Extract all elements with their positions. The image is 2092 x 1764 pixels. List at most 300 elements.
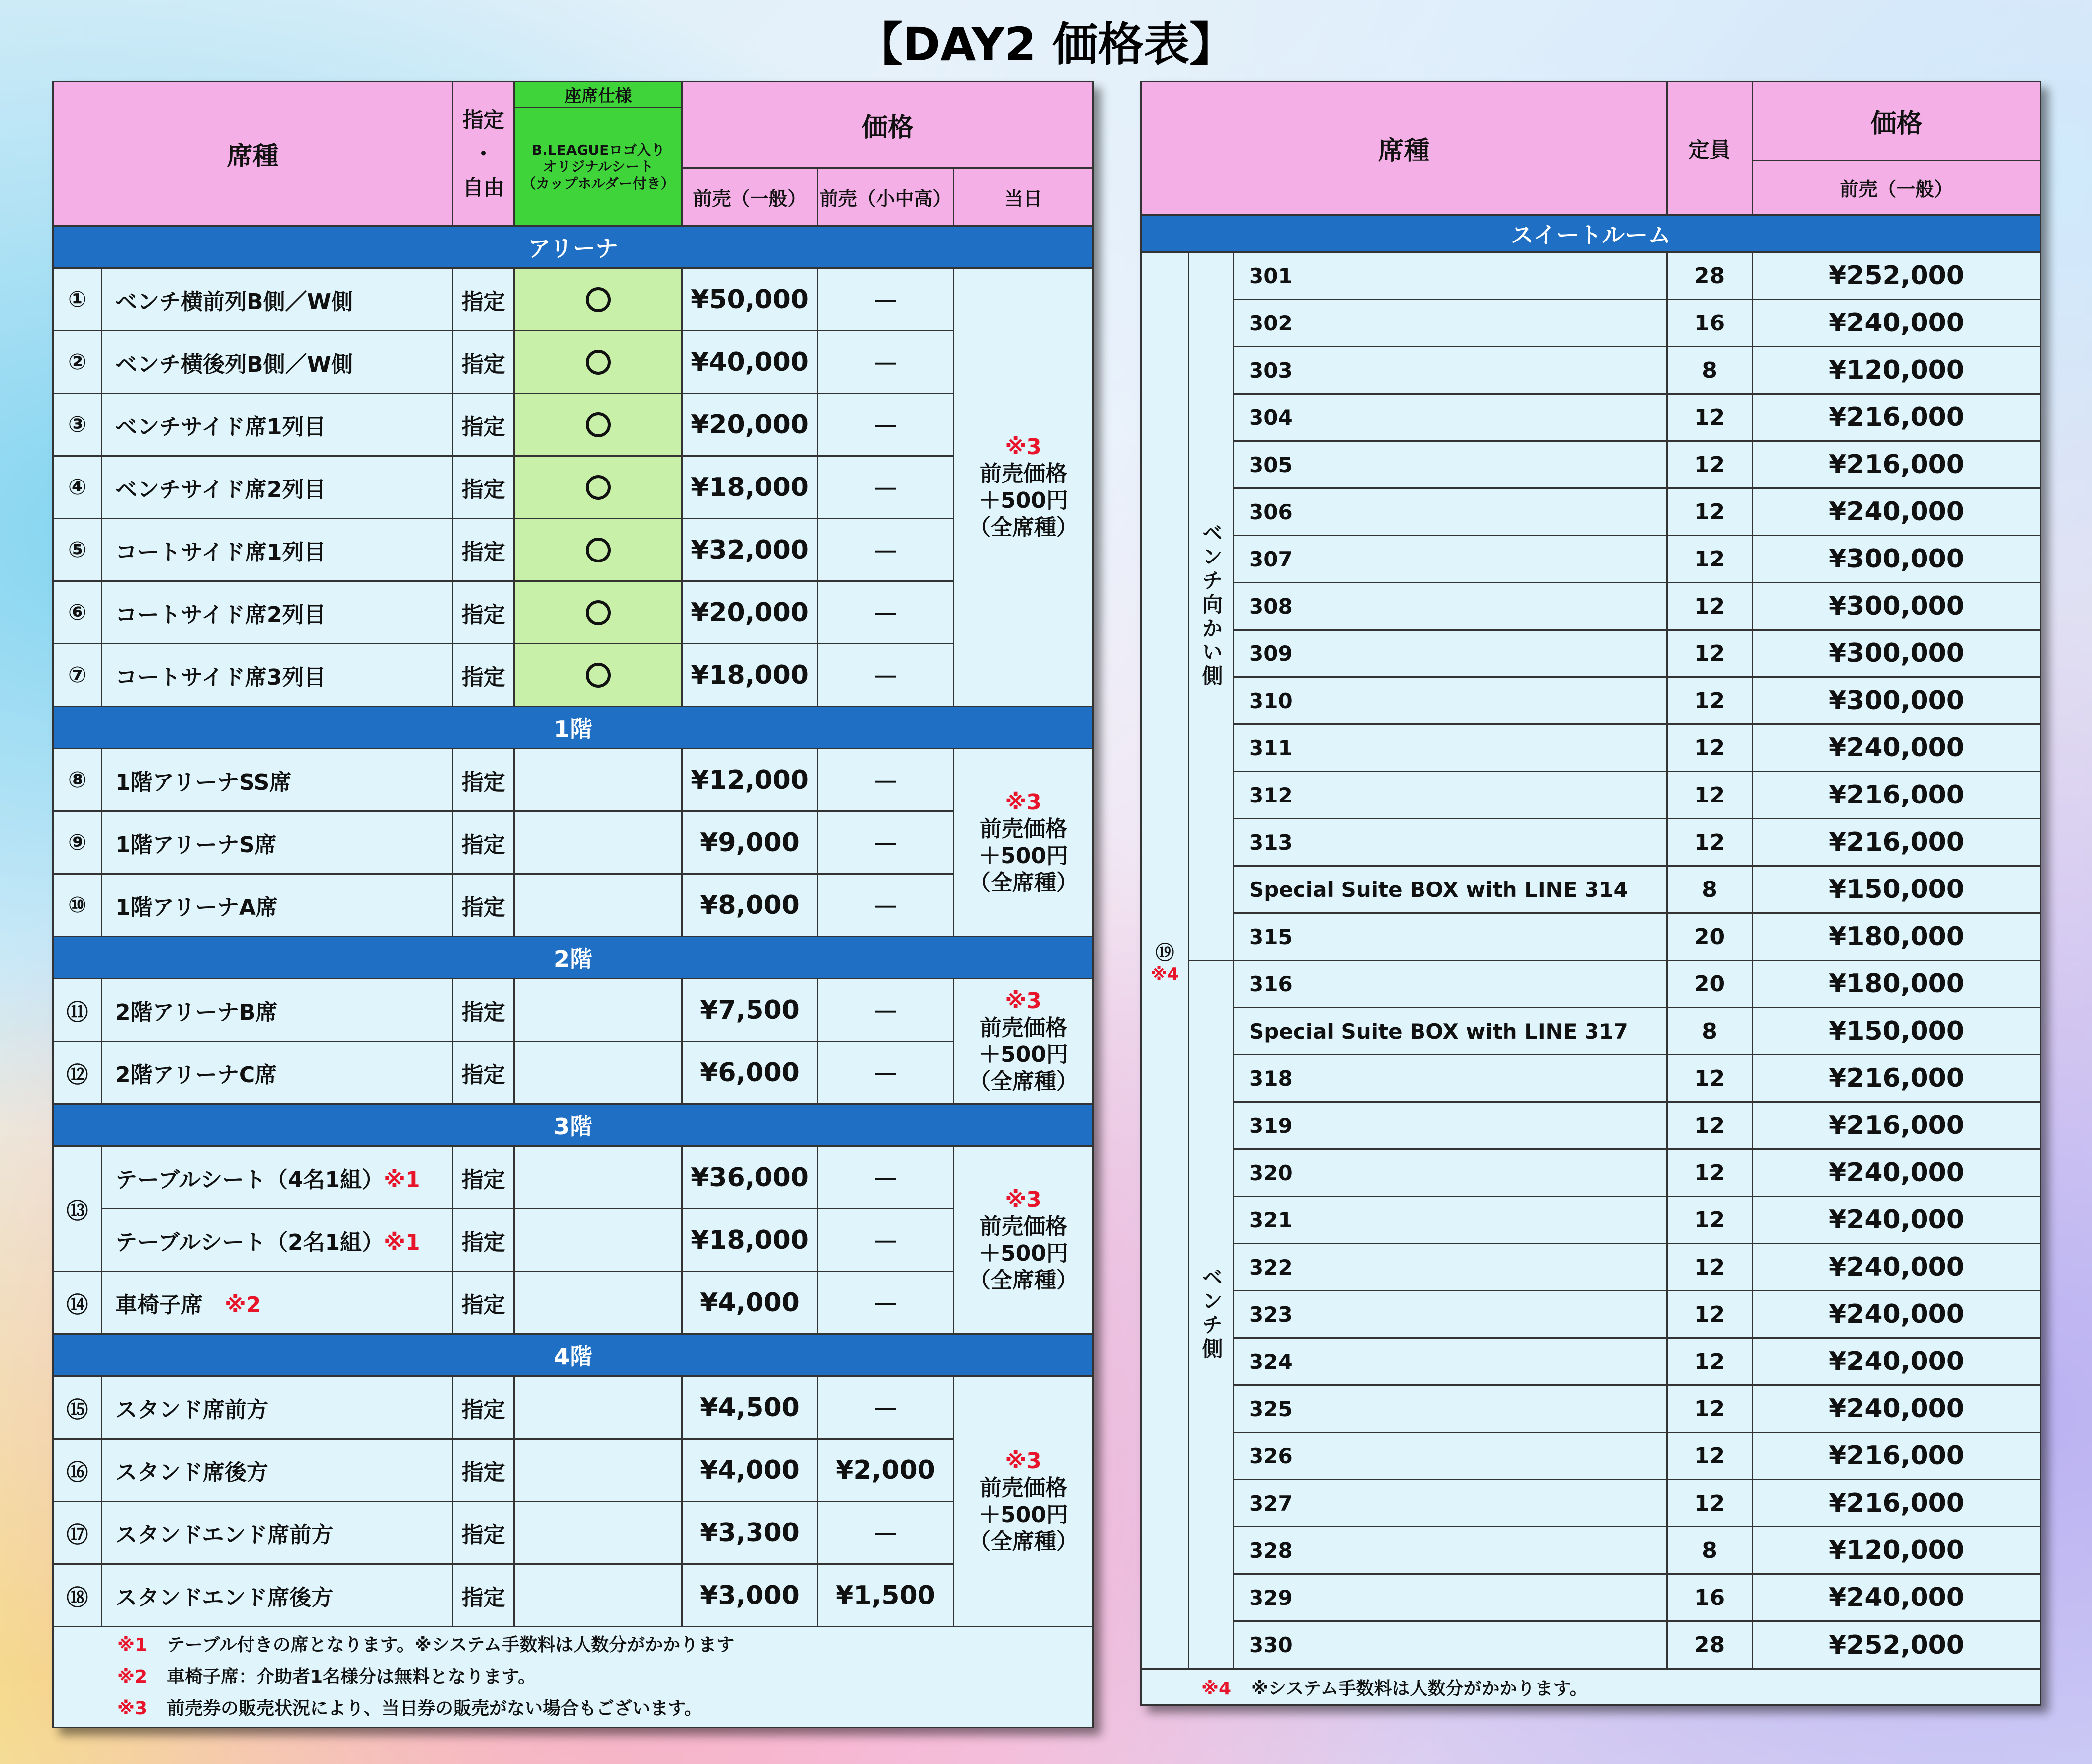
- suite-capacity: 28: [1667, 252, 1753, 300]
- seat-spec-cell: [514, 1146, 682, 1209]
- suite-note: [1141, 1669, 2041, 1705]
- suite-group-cell: [1141, 252, 1189, 1669]
- price-advance-general: ¥32,000: [682, 519, 818, 581]
- price-advance-youth: －: [818, 811, 954, 874]
- price-advance-youth: －: [818, 1502, 954, 1564]
- seat-number: ②: [53, 331, 102, 394]
- reserved-type: 指定: [453, 519, 514, 581]
- suite-room-name: 316: [1234, 961, 1667, 1008]
- reserved-type: 指定: [453, 268, 514, 331]
- price-advance-general: ¥9,000: [682, 811, 818, 874]
- price-advance-general: ¥50,000: [682, 268, 818, 331]
- price-advance-youth: －: [818, 581, 954, 644]
- price-advance-youth: －: [818, 1209, 954, 1272]
- suite-capacity: 8: [1667, 1008, 1753, 1055]
- suite-capacity: 8: [1667, 347, 1753, 394]
- table-row: [53, 519, 1093, 581]
- seat-name: [102, 1272, 453, 1334]
- suite-row: [1141, 1527, 2041, 1574]
- table-row: [53, 1439, 1093, 1502]
- same-day-price-text: 前売価格 ＋500円 （全席種）: [969, 1015, 1079, 1094]
- seat-name-text: コートサイド席2列目: [115, 602, 326, 628]
- price-advance-general: ¥6,000: [682, 1042, 818, 1104]
- suite-price: ¥240,000: [1753, 300, 2041, 347]
- suite-row: [1141, 536, 2041, 583]
- reserved-type: 指定: [453, 644, 514, 707]
- table-row: [53, 268, 1093, 331]
- seat-number: ⑰: [53, 1502, 102, 1564]
- suite-row: [1141, 300, 2041, 347]
- price-advance-youth: －: [818, 331, 954, 394]
- suite-room-name: 322: [1234, 1244, 1667, 1291]
- section-title: 3階: [53, 1104, 1093, 1146]
- reserved-type: 指定: [453, 1502, 514, 1564]
- suite-price: ¥252,000: [1753, 252, 2041, 300]
- note-mark: ※1: [384, 1167, 420, 1193]
- price-advance-youth: －: [818, 456, 954, 519]
- note-line: [117, 1661, 1092, 1693]
- seat-name: [102, 519, 453, 581]
- suite-capacity: 12: [1667, 630, 1753, 677]
- price-advance-general: ¥18,000: [682, 456, 818, 519]
- seat-spec-cell: [514, 1502, 682, 1564]
- circle-icon: [586, 538, 611, 562]
- suite-row: [1141, 441, 2041, 488]
- price-advance-general: ¥4,500: [682, 1376, 818, 1439]
- seat-name-text: コートサイド席1列目: [115, 539, 326, 565]
- seat-name: [102, 1564, 453, 1627]
- suite-capacity: 12: [1667, 394, 1753, 441]
- seat-name: [102, 456, 453, 519]
- suite-price: ¥240,000: [1753, 1197, 2041, 1244]
- suite-header-seat-type: 席種: [1141, 82, 1667, 215]
- suite-row: [1141, 772, 2041, 819]
- circle-icon: [586, 600, 611, 625]
- section-title: 4階: [53, 1334, 1093, 1376]
- reserved-type: 指定: [453, 456, 514, 519]
- suite-room-name: 312: [1234, 772, 1667, 819]
- seat-spec-cell: [514, 1042, 682, 1104]
- note-mark: ※2: [225, 1292, 261, 1318]
- suite-capacity: 16: [1667, 300, 1753, 347]
- reserved-type: 指定: [453, 1209, 514, 1272]
- suite-price: ¥150,000: [1753, 866, 2041, 913]
- suite-capacity: 12: [1667, 1055, 1753, 1102]
- seat-name-text: 1階アリーナSS席: [115, 769, 292, 795]
- suite-price: ¥150,000: [1753, 1008, 2041, 1055]
- price-advance-general: ¥4,000: [682, 1272, 818, 1334]
- suite-price: ¥300,000: [1753, 583, 2041, 630]
- seat-number: ⑨: [53, 811, 102, 874]
- note-mark: ※1: [117, 1635, 148, 1655]
- suite-room-name: 313: [1234, 819, 1667, 866]
- circle-icon: [586, 475, 611, 500]
- seat-name-text: コートサイド席3列目: [115, 664, 326, 690]
- price-advance-general: ¥8,000: [682, 874, 818, 937]
- suite-room-name: Special Suite BOX with LINE 314: [1234, 866, 1667, 913]
- table-row: [53, 1209, 1093, 1272]
- seat-name: [102, 1146, 453, 1209]
- suite-capacity: 12: [1667, 677, 1753, 724]
- table-row: [53, 1042, 1093, 1104]
- table-row: [53, 456, 1093, 519]
- price-advance-youth: －: [818, 1042, 954, 1104]
- suite-capacity: 12: [1667, 1338, 1753, 1385]
- seat-spec-cell: [514, 749, 682, 811]
- seat-name: [102, 874, 453, 937]
- suite-row: [1141, 1291, 2041, 1338]
- seat-number: ⑬: [53, 1146, 102, 1272]
- same-day-price-text: 前売価格 ＋500円 （全席種）: [969, 1213, 1079, 1293]
- seat-name-text: スタンド席前方: [115, 1397, 268, 1423]
- note-text: 車椅子席：介助者1名様分は無料となります。: [167, 1667, 536, 1687]
- seat-number: ⑭: [53, 1272, 102, 1334]
- seat-spec-cell: [514, 1209, 682, 1272]
- suite-price: ¥240,000: [1753, 1244, 2041, 1291]
- suite-room-name: 325: [1234, 1385, 1667, 1433]
- price-advance-general: ¥7,500: [682, 979, 818, 1042]
- price-table-suite: [1140, 81, 2041, 1706]
- seat-number: ④: [53, 456, 102, 519]
- suite-capacity: 12: [1667, 1244, 1753, 1291]
- suite-capacity: 12: [1667, 1197, 1753, 1244]
- price-advance-youth: －: [818, 1146, 954, 1209]
- same-day-price-cell: [954, 268, 1093, 707]
- price-advance-general: ¥18,000: [682, 644, 818, 707]
- reserved-type: 指定: [453, 1564, 514, 1627]
- suite-price: ¥240,000: [1753, 1338, 2041, 1385]
- seat-name: [102, 331, 453, 394]
- circle-icon: [586, 350, 611, 375]
- suite-row: [1141, 630, 2041, 677]
- suite-price: ¥300,000: [1753, 677, 2041, 724]
- same-day-price-cell: [954, 979, 1093, 1104]
- reserved-type: 指定: [453, 1272, 514, 1334]
- suite-row: [1141, 1385, 2041, 1433]
- seat-name-text: 2階アリーナB席: [115, 999, 278, 1025]
- note-line: [117, 1693, 1092, 1725]
- seat-spec-cell: [514, 331, 682, 394]
- suite-capacity: 12: [1667, 1433, 1753, 1480]
- suite-room-name: 301: [1234, 252, 1667, 300]
- table-row: [53, 1564, 1093, 1627]
- suite-room-name: Special Suite BOX with LINE 317: [1234, 1008, 1667, 1055]
- note-mark: ※2: [117, 1667, 148, 1687]
- section-title-suite-room: スイートルーム: [1141, 215, 2041, 252]
- suite-row: [1141, 866, 2041, 913]
- seat-spec-cell: [514, 268, 682, 331]
- suite-row: [1141, 1008, 2041, 1055]
- suite-room-name: 330: [1234, 1621, 1667, 1669]
- seat-name: [102, 1042, 453, 1104]
- seat-number: ⑤: [53, 519, 102, 581]
- suite-row: [1141, 913, 2041, 961]
- note-mark: ※3: [1005, 789, 1042, 815]
- note-mark: ※3: [117, 1698, 148, 1719]
- seat-number: ⑫: [53, 1042, 102, 1104]
- table-row: [53, 1272, 1093, 1334]
- suite-price: ¥240,000: [1753, 488, 2041, 536]
- same-day-price-text: 前売価格 ＋500円 （全席種）: [969, 816, 1079, 895]
- suite-price: ¥216,000: [1753, 1433, 2041, 1480]
- price-advance-youth: －: [818, 1272, 954, 1334]
- suite-capacity: 20: [1667, 913, 1753, 961]
- seat-number: ⑯: [53, 1439, 102, 1502]
- note-mark: ※1: [384, 1229, 420, 1255]
- suite-row: [1141, 394, 2041, 441]
- reserved-type: 指定: [453, 749, 514, 811]
- suite-header-capacity: 定員: [1667, 82, 1753, 215]
- note-text: テーブル付きの席となります。※システム手数料は人数分がかかります: [167, 1635, 735, 1655]
- seat-spec-cell: [514, 1439, 682, 1502]
- seat-name-text: ベンチ横前列B側／W側: [115, 289, 353, 315]
- header-seat-spec: 座席仕様: [514, 82, 682, 108]
- same-day-price-cell: [954, 1146, 1093, 1334]
- suite-room-name: 324: [1234, 1338, 1667, 1385]
- header-same-day: 当日: [954, 168, 1093, 226]
- same-day-price-cell: [954, 749, 1093, 937]
- suite-row: [1141, 252, 2041, 300]
- seat-number: ③: [53, 394, 102, 456]
- side-label-bench: [1189, 961, 1234, 1669]
- suite-capacity: 20: [1667, 961, 1753, 1008]
- seat-number: ⑥: [53, 581, 102, 644]
- table-row: [53, 1376, 1093, 1439]
- suite-room-name: 318: [1234, 1055, 1667, 1102]
- suite-price: ¥180,000: [1753, 913, 2041, 961]
- suite-price: ¥240,000: [1753, 724, 2041, 772]
- price-advance-general: ¥18,000: [682, 1209, 818, 1272]
- suite-row: [1141, 1197, 2041, 1244]
- same-day-price-cell: [954, 1376, 1093, 1627]
- table-row: [53, 1146, 1093, 1209]
- suite-room-name: 323: [1234, 1291, 1667, 1338]
- suite-price: ¥216,000: [1753, 772, 2041, 819]
- seat-spec-cell: [514, 1564, 682, 1627]
- suite-price: ¥216,000: [1753, 394, 2041, 441]
- seat-spec-cell: [514, 581, 682, 644]
- circle-icon: [586, 412, 611, 437]
- suite-price: ¥240,000: [1753, 1291, 2041, 1338]
- suite-row: [1141, 347, 2041, 394]
- note-text: 前売券の販売状況により、当日券の販売がない場合もございます。: [167, 1698, 703, 1719]
- suite-capacity: 12: [1667, 1291, 1753, 1338]
- suite-row: [1141, 1149, 2041, 1197]
- price-advance-youth: －: [818, 519, 954, 581]
- suite-price: ¥300,000: [1753, 630, 2041, 677]
- seat-spec-cell: [514, 874, 682, 937]
- same-day-price-text: 前売価格 ＋500円 （全席種）: [969, 1475, 1079, 1554]
- table-row: [53, 644, 1093, 707]
- suite-price: ¥120,000: [1753, 347, 2041, 394]
- reserved-type: 指定: [453, 979, 514, 1042]
- seat-number: ⑱: [53, 1564, 102, 1627]
- note-mark: ※4: [1151, 964, 1179, 984]
- suite-capacity: 16: [1667, 1574, 1753, 1621]
- suite-row: [1141, 1433, 2041, 1480]
- seat-name: [102, 1209, 453, 1272]
- suite-row: [1141, 1574, 2041, 1621]
- notes-row: [53, 1627, 1093, 1728]
- seat-number: ⑦: [53, 644, 102, 707]
- side-label-text: ベンチ側: [1199, 1266, 1224, 1362]
- suite-capacity: 12: [1667, 724, 1753, 772]
- suite-row: [1141, 1055, 2041, 1102]
- seat-name-text: テーブルシート（4名1組）: [115, 1167, 384, 1193]
- suite-price: ¥216,000: [1753, 1480, 2041, 1527]
- suite-capacity: 8: [1667, 866, 1753, 913]
- seat-number: ⑧: [53, 749, 102, 811]
- suite-room-name: 329: [1234, 1574, 1667, 1621]
- suite-room-name: 304: [1234, 394, 1667, 441]
- price-advance-youth: －: [818, 1376, 954, 1439]
- side-label-opposite: [1189, 252, 1234, 961]
- suite-capacity: 12: [1667, 488, 1753, 536]
- seat-name-text: ベンチ横後列B側／W側: [115, 351, 353, 377]
- seat-name: [102, 749, 453, 811]
- suite-room-name: 302: [1234, 300, 1667, 347]
- seat-number: ⑮: [53, 1376, 102, 1439]
- header-seat-type: 席種: [53, 82, 453, 226]
- suite-price: ¥216,000: [1753, 1055, 2041, 1102]
- suite-room-name: 306: [1234, 488, 1667, 536]
- notes: [53, 1627, 1093, 1728]
- price-advance-youth: －: [818, 644, 954, 707]
- section-title: 2階: [53, 937, 1093, 979]
- seat-name-text: スタンドエンド席後方: [115, 1585, 334, 1610]
- section-title: アリーナ: [53, 226, 1093, 268]
- seat-number: ⑩: [53, 874, 102, 937]
- reserved-type: 指定: [453, 1376, 514, 1439]
- suite-row: [1141, 819, 2041, 866]
- seat-spec-cell: [514, 644, 682, 707]
- suite-price: ¥216,000: [1753, 819, 2041, 866]
- seat-spec-cell: [514, 1272, 682, 1334]
- suite-room-name: 320: [1234, 1149, 1667, 1197]
- price-advance-general: ¥20,000: [682, 394, 818, 456]
- suite-room-name: 308: [1234, 583, 1667, 630]
- suite-capacity: 12: [1667, 1149, 1753, 1197]
- suite-room-name: 315: [1234, 913, 1667, 961]
- header-reserved-free: 指定 ・ 自由: [453, 82, 514, 226]
- seat-name: [102, 644, 453, 707]
- suite-price: ¥240,000: [1753, 1385, 2041, 1433]
- reserved-type: 指定: [453, 1146, 514, 1209]
- seat-name-text: ベンチサイド席2列目: [115, 477, 326, 502]
- reserved-type: 指定: [453, 331, 514, 394]
- suite-capacity: 12: [1667, 1480, 1753, 1527]
- seat-spec-cell: [514, 811, 682, 874]
- price-advance-youth: －: [818, 394, 954, 456]
- reserved-type: 指定: [453, 581, 514, 644]
- header-price: 価格: [682, 82, 1093, 168]
- seat-name-text: 1階アリーナA席: [115, 894, 278, 920]
- seat-name-text: スタンド席後方: [115, 1459, 268, 1485]
- seat-name: [102, 1502, 453, 1564]
- suite-price: ¥300,000: [1753, 536, 2041, 583]
- price-advance-youth: －: [818, 749, 954, 811]
- price-advance-youth: ¥1,500: [818, 1564, 954, 1627]
- reserved-type: 指定: [453, 1042, 514, 1104]
- section-title: 1階: [53, 707, 1093, 749]
- suite-price: ¥216,000: [1753, 441, 2041, 488]
- suite-price: ¥240,000: [1753, 1149, 2041, 1197]
- suite-room-name: 326: [1234, 1433, 1667, 1480]
- page-title: 【DAY2 価格表】: [856, 18, 1236, 71]
- suite-capacity: 28: [1667, 1621, 1753, 1669]
- side-label-text: ベンチ向かい側: [1199, 522, 1224, 689]
- seat-name: [102, 394, 453, 456]
- table-row: [53, 1502, 1093, 1564]
- suite-price: ¥216,000: [1753, 1102, 2041, 1149]
- price-advance-general: ¥3,300: [682, 1502, 818, 1564]
- suite-room-name: 327: [1234, 1480, 1667, 1527]
- suite-room-name: 319: [1234, 1102, 1667, 1149]
- suite-capacity: 12: [1667, 772, 1753, 819]
- header-spec-desc: B.LEAGUEロゴ入り オリジナルシート （カップホルダー付き）: [514, 108, 682, 226]
- suite-row: [1141, 1102, 2041, 1149]
- seat-number: ⑪: [53, 979, 102, 1042]
- price-advance-general: ¥36,000: [682, 1146, 818, 1209]
- table-row: [53, 581, 1093, 644]
- suite-row: [1141, 1480, 2041, 1527]
- suite-room-name: 321: [1234, 1197, 1667, 1244]
- suite-price: ¥240,000: [1753, 1574, 2041, 1621]
- price-advance-general: ¥40,000: [682, 331, 818, 394]
- seat-name: [102, 581, 453, 644]
- same-day-price-text: 前売価格 ＋500円 （全席種）: [969, 461, 1079, 540]
- price-advance-general: ¥20,000: [682, 581, 818, 644]
- note-mark: ※3: [1005, 1448, 1042, 1474]
- suite-room-name: 310: [1234, 677, 1667, 724]
- seat-spec-cell: [514, 1376, 682, 1439]
- seat-name-text: ベンチサイド席1列目: [115, 414, 326, 440]
- suite-price: ¥252,000: [1753, 1621, 2041, 1669]
- note-mark: ※3: [1005, 988, 1042, 1014]
- suite-capacity: 12: [1667, 1385, 1753, 1433]
- price-advance-general: ¥4,000: [682, 1439, 818, 1502]
- price-advance-youth: －: [818, 874, 954, 937]
- suite-row: [1141, 1244, 2041, 1291]
- price-table-general: [52, 81, 1094, 1728]
- suite-capacity: 12: [1667, 441, 1753, 488]
- note-mark: ※3: [1005, 434, 1042, 460]
- circle-icon: [586, 663, 611, 688]
- note-mark: ※4: [1201, 1678, 1232, 1699]
- suite-capacity: 12: [1667, 1102, 1753, 1149]
- table-row: [53, 331, 1093, 394]
- suite-group-number: ⑲: [1155, 941, 1174, 963]
- table-row: [53, 811, 1093, 874]
- suite-room-name: 311: [1234, 724, 1667, 772]
- seat-name: [102, 979, 453, 1042]
- suite-capacity: 12: [1667, 583, 1753, 630]
- suite-row: [1141, 1338, 2041, 1385]
- seat-name-text: 2階アリーナC席: [115, 1062, 277, 1088]
- suite-row: [1141, 1621, 2041, 1669]
- circle-icon: [586, 287, 611, 312]
- seat-spec-cell: [514, 519, 682, 581]
- suite-row: [1141, 724, 2041, 772]
- suite-capacity: 8: [1667, 1527, 1753, 1574]
- seat-name: [102, 1439, 453, 1502]
- price-advance-youth: －: [818, 268, 954, 331]
- suite-room-name: 307: [1234, 536, 1667, 583]
- header-advance-general: 前売（一般）: [682, 168, 818, 226]
- note-line: [117, 1629, 1092, 1661]
- suite-capacity: 12: [1667, 536, 1753, 583]
- seat-name: [102, 268, 453, 331]
